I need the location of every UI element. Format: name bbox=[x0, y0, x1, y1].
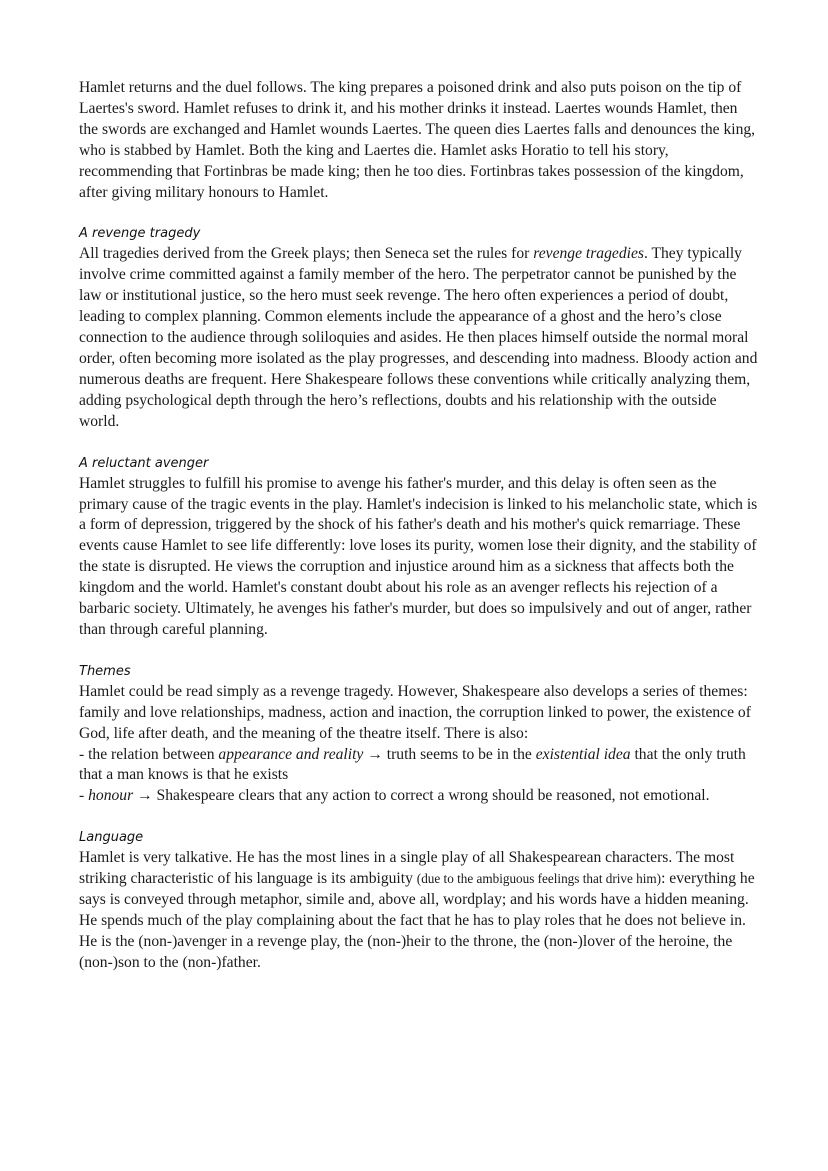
section-heading-themes: Themes bbox=[79, 663, 131, 679]
intro-paragraph: Hamlet returns and the duel follows. The king prepares a poisoned drink and also puts poison on the tip of Laertes's sword. Hamlet refuses to drink it, and his mother drinks it instead. Laertes wounds Hamlet, then the swords are exchanged and Hamlet wounds Laertes. The queen dies Laertes falls and denounces the king, who is stabbed by Hamlet. Both the king and Laertes die. Hamlet asks Horatio to tell his story, recommending that Fortinbras be made king; then he too dies. Fortinbras takes possession of the kingdom, after giving military honours to Hamlet. bbox=[79, 79, 756, 201]
themes-bullet-honour bbox=[79, 786, 759, 807]
existential-idea-term: existential idea bbox=[535, 745, 631, 763]
document-page bbox=[79, 78, 759, 974]
section-heading-reluctant-avenger: A reluctant avenger bbox=[79, 455, 209, 471]
revenge-tragedies-term: revenge tragedies bbox=[533, 245, 644, 263]
bullet-1-middle: → truth seems to be in the bbox=[363, 745, 536, 763]
section-heading-revenge-tragedy: A revenge tragedy bbox=[79, 226, 201, 242]
bullet-1-prefix: - the relation between bbox=[79, 745, 219, 763]
reluctant-avenger-paragraph: Hamlet struggles to fulfill his promise to avenge his father's murder, and this delay is often seen as the primary cause of the tragic events in the play. Hamlet's indecision is linked to his melancholic state, which is a form of depression, triggered by the shock of his father's death and his mother's quick remarriage. These events cause Hamlet to see life differently: love loses its purity, women lose their dignity, and the stability of the state is disrupted. He views the corruption and injustice around him as a sickness that affects both the kingdom and the world. Hamlet's constant doubt about his role as an avenger reflects his rejection of a barbaric society. Ultimately, he avenges his father's murder, but does so impulsively and out of anger, rather than through careful planning. bbox=[79, 474, 758, 638]
appearance-reality-term: appearance and reality bbox=[218, 745, 364, 763]
revenge-text-1: All tragedies derived from the Greek plays; then Seneca set the rules for bbox=[79, 245, 534, 263]
honour-term: honour bbox=[88, 787, 134, 805]
language-paragraph bbox=[79, 848, 759, 973]
bullet-1-suffix: that the only truth that a man knows is that he exists bbox=[79, 745, 746, 784]
bullet-2-prefix: - bbox=[79, 787, 89, 805]
revenge-tragedy-paragraph bbox=[79, 244, 759, 432]
ambiguity-note: (due to the ambiguous feelings that drive him) bbox=[416, 871, 662, 887]
themes-bullet-appearance bbox=[79, 745, 759, 787]
themes-paragraph: Hamlet could be read simply as a revenge tragedy. However, Shakespeare also develops a series of themes: family and love relationships, madness, action and inaction, the corruption linked to power, the existence of God, life after death, and the meaning of the theatre itself. There is also: bbox=[79, 682, 751, 742]
bullet-2-suffix: → Shakespeare clears that any action to correct a wrong should be reasoned, not emotional. bbox=[133, 787, 710, 805]
section-heading-language: Language bbox=[79, 830, 144, 846]
language-text-1: Hamlet is very talkative. He has the most lines in a single play of all Shakespearean characters. The most striking characteristic of his language is its ambiguity bbox=[79, 849, 735, 888]
revenge-text-2: . They typically involve crime committed against a family member of the hero. The perpetrator cannot be punished by the law or institutional justice, so the hero must seek revenge. The hero often experiences a period of doubt, leading to complex planning. Common elements include the appearance of a ghost and the hero’s close connection to the audience through soliloquies and asides. He then places himself outside the normal moral order, often becoming more isolated as the play progresses, and descending into madness. Bloody action and numerous deaths are frequent. Here Shakespeare follows these conventions while critically analyzing them, adding psychological depth through the hero’s reflections, doubts and his relationship with the outside world. bbox=[79, 245, 758, 430]
language-text-2: : everything he says is conveyed through metaphor, simile and, above all, wordplay; and his words have a hidden meaning. He spends much of the play complaining about the fact that he has to play roles that he does not believe in. He is the (non-)avenger in a revenge play, the (non-)heir to the throne, the (non-)lover of the heroine, the (non-)son to the (non-)father. bbox=[79, 870, 755, 971]
